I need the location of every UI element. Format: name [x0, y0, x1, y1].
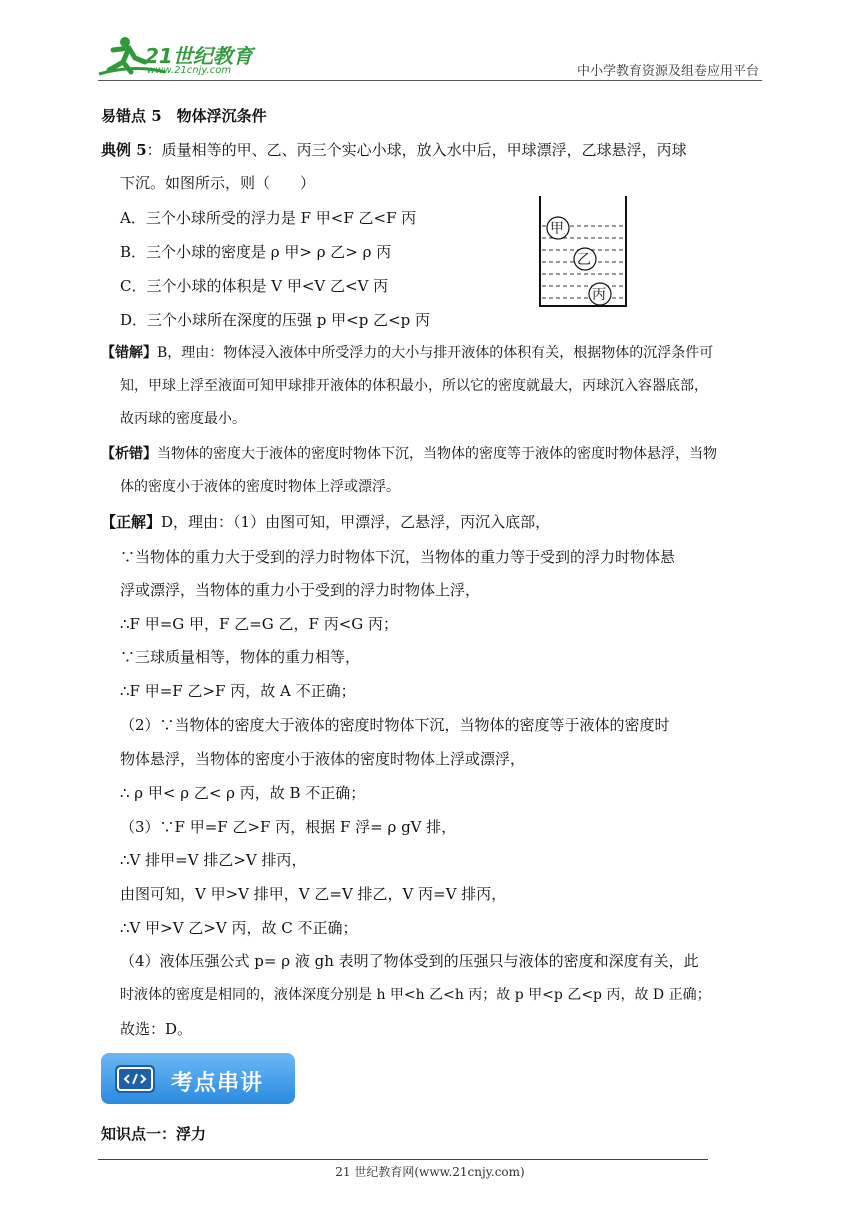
correct-line-12: 由图可知，V 甲>V 排甲，V 乙=V 排乙，V 丙=V 排丙，: [120, 885, 507, 903]
option-c: C．三个小球的体积是 V 甲<V 乙<V 丙: [120, 277, 389, 295]
wrong-line-3: 故丙球的密度最小。: [120, 411, 246, 427]
logo-url: www.21cnjy.com: [147, 65, 232, 76]
correct-line-9: ∴ ρ 甲< ρ 乙< ρ 丙，故 B 不正确；: [120, 784, 366, 802]
correct-line-15: 时液体的密度是相同的，液体深度分别是 h 甲<h 乙<h 丙；故 p 甲<p 乙<p 丙，故 D 正确；: [120, 987, 711, 1003]
site-logo: [95, 34, 265, 80]
correct-line-16: 故选：D。: [120, 1020, 193, 1038]
correct-line-6: ∴F 甲=F 乙>F 丙，故 A 不正确；: [120, 682, 356, 700]
wrong-line-1: B，理由：物体浸入液体中所受浮力的大小与排开液体的体积有关，根据物体的沉浮条件可: [157, 345, 714, 361]
header-divider: [98, 80, 762, 81]
analysis-line-1: 当物体的密度大于液体的密度时物体下沉，当物体的密度等于液体的密度时物体悬浮，当物: [157, 446, 717, 462]
section-title: 易错点 5 物体浮沉条件: [101, 107, 267, 125]
wrong-answer: [101, 343, 713, 363]
logo-text: 21世纪教育: [145, 44, 253, 68]
wrong-tag: 【错解】: [101, 345, 157, 361]
analysis-tag: 【析错】: [101, 446, 157, 462]
platform-name: 中小学教育资源及组卷应用平台: [576, 64, 759, 79]
correct-line-4: ∴F 甲=G 甲，F 乙=G 乙，F 丙<G 丙；: [120, 615, 399, 633]
correct-line-5: ∵三球质量相等，物体的重力相等，: [120, 648, 361, 666]
ball-jia: 甲: [550, 221, 564, 237]
correct-line-11: ∴V 排甲=V 排乙>V 排丙，: [120, 851, 307, 869]
topic-banner: [101, 1053, 295, 1104]
code-icon: [115, 1065, 155, 1093]
correct-line-2: ∵当物体的重力大于受到的浮力时物体下沉，当物体的重力等于受到的浮力时物体悬: [120, 548, 676, 566]
question-line-2: 下沉。如图所示，则（ ）: [120, 174, 316, 192]
analysis: [101, 444, 717, 464]
footer-divider: [98, 1159, 708, 1160]
ball-bing: 丙: [592, 287, 606, 303]
option-a: A．三个小球所受的浮力是 F 甲<F 乙<F 丙: [120, 209, 417, 227]
ball-yi: 乙: [577, 252, 591, 268]
correct-tag: 【正解】: [101, 513, 162, 531]
correct-line-10: （3）∵F 甲=F 乙>F 丙，根据 F 浮= ρ gV 排，: [120, 818, 457, 836]
analysis-line-2: 体的密度小于液体的密度时物体上浮或漂浮。: [120, 479, 400, 495]
correct-line-3: 浮或漂浮，当物体的重力小于受到的浮力时物体上浮，: [120, 581, 481, 599]
correct-line-14: （4）液体压强公式 p= ρ 液 gh 表明了物体受到的压强只与液体的密度和深度有关，此: [120, 952, 699, 970]
example-question: [101, 140, 687, 160]
option-b: B．三个小球的密度是 ρ 甲> ρ 乙> ρ 丙: [120, 243, 392, 261]
wrong-line-2: 知，甲球上浮至液面可知甲球排开液体的体积最小，所以它的密度就最大，丙球沉入容器底部，: [120, 378, 708, 394]
correct-line-7: （2）∵当物体的密度大于液体的密度时物体下沉，当物体的密度等于液体的密度时: [120, 716, 670, 734]
correct-line-13: ∴V 甲>V 乙>V 丙，故 C 不正确；: [120, 919, 358, 937]
banner-title: 考点串讲: [171, 1071, 264, 1096]
knowledge-title: 知识点一：浮力: [101, 1125, 207, 1143]
correct-line-1: D，理由：（1）由图可知，甲漂浮，乙悬浮，丙沉入底部，: [161, 513, 551, 531]
correct-answer: [101, 512, 550, 532]
footer-text: 21 世纪教育网(www.21cnjy.com): [335, 1165, 525, 1179]
correct-line-8: 物体悬浮，当物体的密度小于液体的密度时物体上浮或漂浮，: [120, 750, 526, 768]
container-figure: [538, 196, 629, 310]
example-label: 典例 5: [101, 141, 147, 159]
question-line-1: ：质量相等的甲、乙、丙三个实心小球，放入水中后，甲球漂浮，乙球悬浮，丙球: [146, 141, 687, 159]
option-d: D．三个小球所在深度的压强 p 甲<p 乙<p 丙: [120, 311, 431, 329]
